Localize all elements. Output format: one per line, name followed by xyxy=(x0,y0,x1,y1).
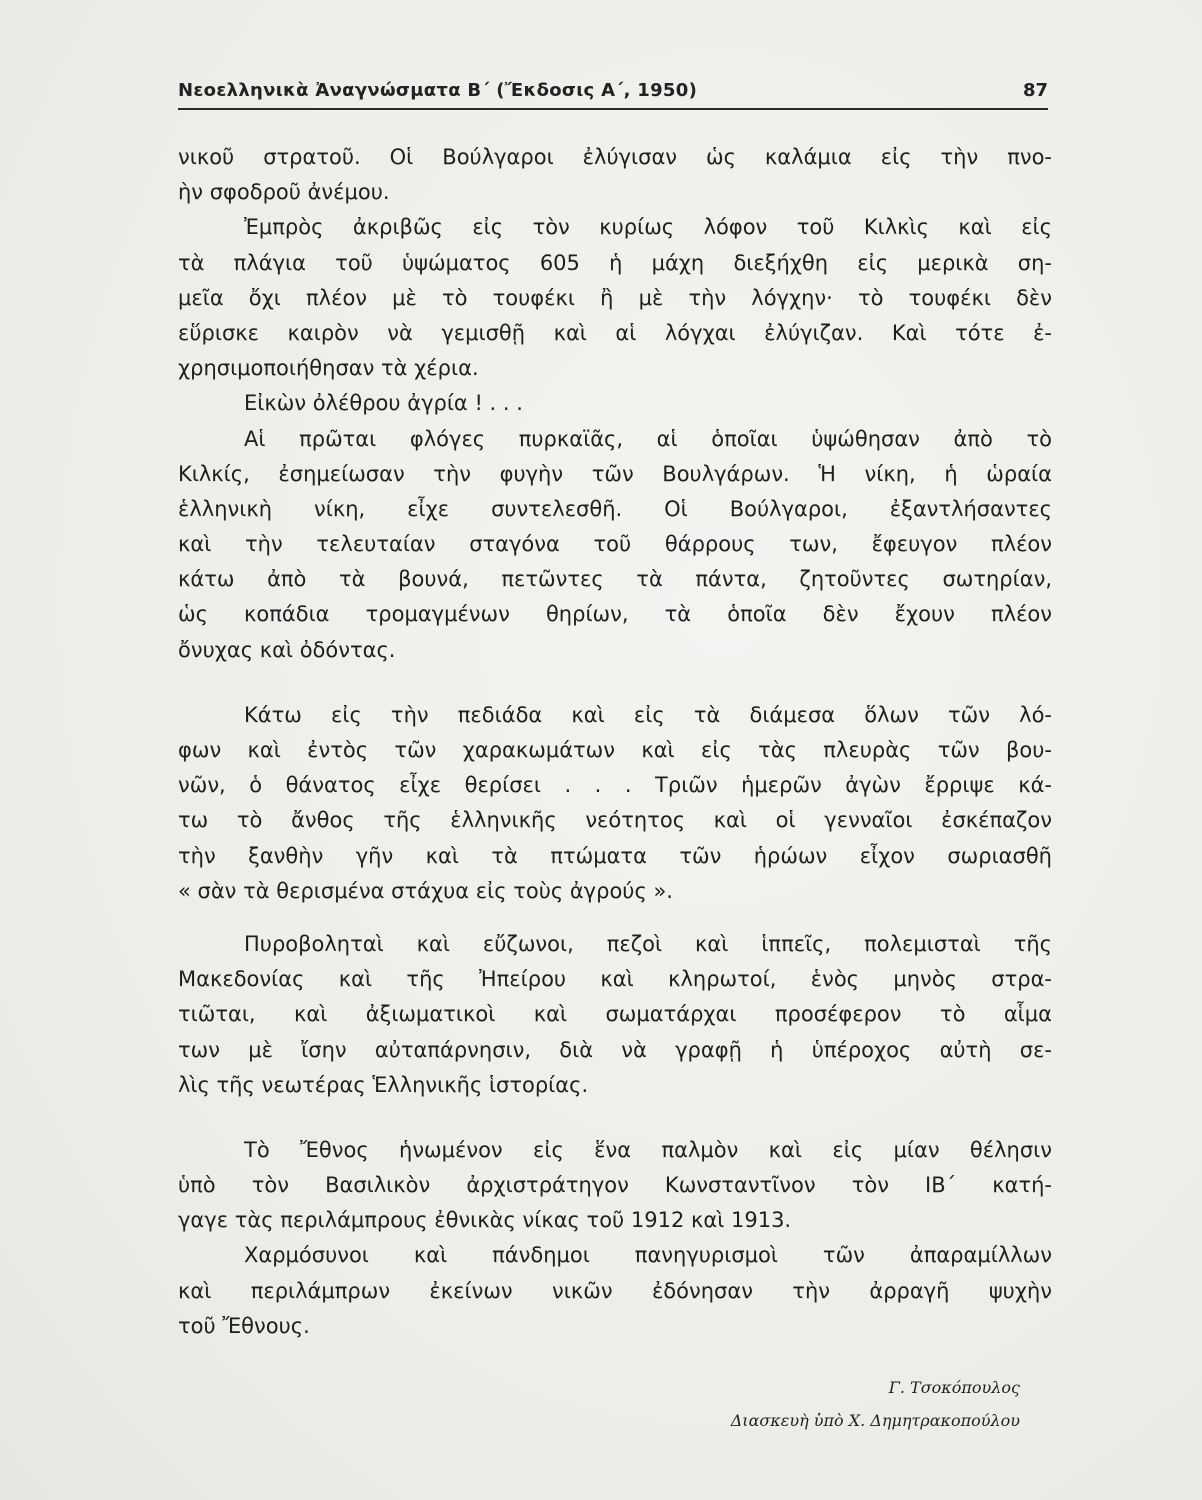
text-line: νῶν, ὁ θάνατος εἶχε θερίσει . . . Τριῶν ἡμερῶν ἀγὼν ἔρριψε κά- xyxy=(178,773,1052,798)
paragraph xyxy=(178,698,1052,909)
text-line: Μακεδονίας καὶ τῆς Ἠπείρου καὶ κληρωτοί, ἑνὸς μηνὸς στρα- xyxy=(178,967,1052,992)
text-line: ἑλληνικὴ νίκη, εἶχε συντελεσθῆ. Οἱ Βούλγαροι, ἐξαντλήσαντες xyxy=(178,496,1052,521)
editor-credit: Διασκευὴ ὑπὸ Χ. Δημητρακοπούλου xyxy=(730,1411,1020,1430)
paragraph-gap xyxy=(178,1103,1052,1133)
paragraph xyxy=(178,210,1052,386)
paragraph xyxy=(178,386,1052,421)
paragraph xyxy=(178,927,1052,1103)
paragraph-gap xyxy=(178,668,1052,698)
text-line: ὄνυχας καὶ ὀδόντας. xyxy=(178,637,396,662)
text-line: των μὲ ἴσην αὐταπάρνησιν, διὰ νὰ γραφῇ ἡ ὑπέροχος αὐτὴ σε- xyxy=(178,1037,1052,1062)
text-line: ὡς κοπάδια τρομαγμένων θηρίων, τὰ ὁποῖα δὲν ἔχουν πλέον xyxy=(178,602,1052,627)
text-line: εὕρισκε καιρὸν νὰ γεμισθῇ καὶ αἱ λόγχαι ἐλύγιζαν. Καὶ τότε ἐ- xyxy=(178,320,1052,345)
author-signature: Γ. Τσοκόπουλος xyxy=(888,1378,1020,1397)
running-header xyxy=(178,78,1048,110)
paragraph xyxy=(178,1133,1052,1239)
text-line: Κιλκίς, ἐσημείωσαν τὴν φυγὴν τῶν Βουλγάρων. Ἡ νίκη, ἡ ὡραία xyxy=(178,461,1052,486)
text-line: κάτω ἀπὸ τὰ βουνά, πετῶντες τὰ πάντα, ζητοῦντες σωτηρίαν, xyxy=(178,567,1052,592)
text-line: ὴν σφοδροῦ ἀνέμου. xyxy=(178,180,390,205)
paragraph xyxy=(178,422,1052,668)
text-line: τιῶται, καὶ ἀξιωματικοὶ καὶ σωματάρχαι προσέφερον τὸ αἷμα xyxy=(178,1002,1052,1027)
text-line: Εἰκὼν ὀλέθρου ἀγρία ! . . . xyxy=(244,391,523,416)
text-line: Πυροβοληταὶ καὶ εὔζωνοι, πεζοὶ καὶ ἱππεῖς, πολεμισταὶ τῆς xyxy=(244,931,1052,956)
text-line: Αἱ πρῶται φλόγες πυρκαϊᾶς, αἱ ὁποῖαι ὑψώθησαν ἀπὸ τὸ xyxy=(244,426,1052,451)
running-title: Νεοελληνικὰ Ἀναγνώσματα Β΄ (Ἔκδοσις Α΄, 1950) xyxy=(178,80,698,101)
text-line: τω τὸ ἄνθος τῆς ἑλληνικῆς νεότητος καὶ οἱ γενναῖοι ἐσκέπαζον xyxy=(178,808,1052,833)
page-number: 87 xyxy=(1022,80,1048,101)
paragraph xyxy=(178,140,1052,210)
text-line: μεῖα ὄχι πλέον μὲ τὸ τουφέκι ἢ μὲ τὴν λόγχην· τὸ τουφέκι δὲν xyxy=(178,285,1052,310)
text-line: Κάτω εἰς τὴν πεδιάδα καὶ εἰς τὰ διάμεσα ὅλων τῶν λό- xyxy=(244,702,1052,727)
text-line: Χαρμόσυνοι καὶ πάνδημοι πανηγυρισμοὶ τῶν ἀπαραμίλλων xyxy=(244,1243,1052,1268)
text-line: τὰ πλάγια τοῦ ὑψώματος 605 ἡ μάχη διεξήχθη εἰς μερικὰ ση- xyxy=(178,250,1052,275)
text-line: Τὸ Ἔθνος ἡνωμένον εἰς ἕνα παλμὸν καὶ εἰς μίαν θέλησιν xyxy=(244,1137,1052,1162)
text-line: φων καὶ ἐντὸς τῶν χαρακωμάτων καὶ εἰς τὰς πλευρὰς τῶν βου- xyxy=(178,738,1052,762)
text-line: ὑπὸ τὸν Βασιλικὸν ἀρχιστράτηγον Κωνσταντῖνον τὸν ΙΒ΄ κατή- xyxy=(178,1173,1052,1198)
text-line: γαγε τὰς περιλάμπρους ἐθνικὰς νίκας τοῦ 1912 καὶ 1913. xyxy=(178,1208,792,1233)
text-line: τὴν ξανθὴν γῆν καὶ τὰ πτώματα τῶν ἡρώων εἶχον σωριασθῆ xyxy=(178,843,1052,868)
paragraph-gap xyxy=(178,909,1052,927)
body-text xyxy=(178,140,1052,1344)
paragraph xyxy=(178,1238,1052,1344)
text-line: νικοῦ στρατοῦ. Οἱ Βούλγαροι ἐλύγισαν ὡς καλάμια εἰς τὴν πνο- xyxy=(178,145,1052,169)
text-line: λὶς τῆς νεωτέρας Ἑλληνικῆς ἱστορίας. xyxy=(178,1072,589,1097)
text-line: καὶ τὴν τελευταίαν σταγόνα τοῦ θάρρους των, ἔφευγον πλέον xyxy=(178,532,1052,557)
text-line: Ἐμπρὸς ἀκριβῶς εἰς τὸν κυρίως λόφον τοῦ Κιλκὶς καὶ εἰς xyxy=(244,215,1052,240)
text-line: καὶ περιλάμπρων ἐκείνων νικῶν ἐδόνησαν τὴν ἀρραγῆ ψυχὴν xyxy=(178,1278,1052,1303)
text-line: χρησιμοποιήθησαν τὰ χέρια. xyxy=(178,356,479,381)
text-line: τοῦ Ἔθνους. xyxy=(178,1313,310,1338)
text-line: « σὰν τὰ θερισμένα στάχυα εἰς τοὺς ἀγρούς ». xyxy=(178,878,673,903)
